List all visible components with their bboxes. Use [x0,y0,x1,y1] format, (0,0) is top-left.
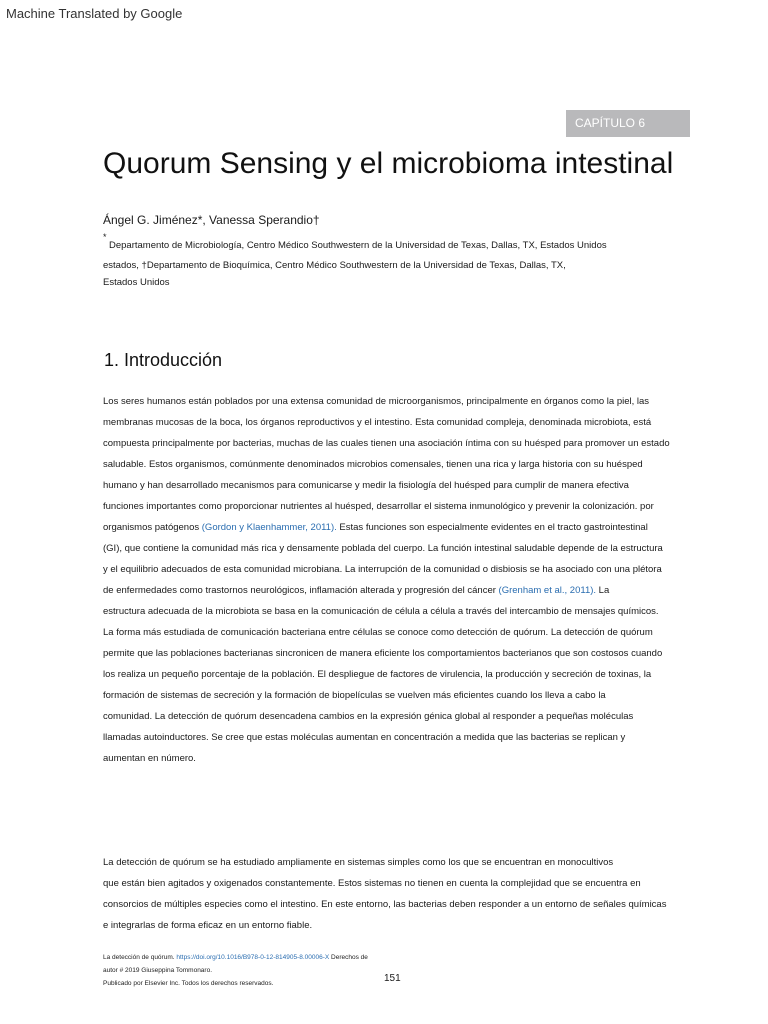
paragraph-introduction [103,395,703,773]
text-line: organismos patógenos (Gordon y Klaenhammer, 2011). Estas funciones son especialmente evidentes en el tracto gastrointestinal [103,522,648,533]
affiliation-line: Estados Unidos [103,277,170,288]
text-line: llamadas autoinductores. Se cree que estas moléculas aumentan en concentración a medida que las bacterias se replican y [103,732,626,743]
text-line: los realiza un pequeño porcentaje de la población. El despliegue de factores de virulencia, la producción y secreción de toxinas, la [103,669,652,680]
text-line: La forma más estudiada de comunicación bacteriana entre células se conoce como detección de quórum. La detección de quórum [103,627,653,638]
affiliation-line: Departamento de Microbiología, Centro Médico Southwestern de la Universidad de Texas, Dallas, TX, Estados Unidos [109,240,607,251]
text-line: e integrarlas de forma eficaz en un entorno fiable. [103,920,313,931]
page-number: 151 [384,973,401,984]
text-line: Los seres humanos están poblados por una extensa comunidad de microorganismos, principalmente en órganos como la piel, las [103,396,650,407]
section-heading: 1. Introducción [104,350,223,370]
text-line: compuesta principalmente por bacterias, muchas de las cuales tienen una asociación íntima con su huésped para promover un estado [103,438,670,449]
text-line: consorcios de múltiples especies como el intestino. En este entorno, las bacterias deben responder a un entorno de señales químicas [103,899,667,910]
text-line: humano y han desarrollado mecanismos para comunicarse y medir la fisiología del huésped para cumplir de manera efectiva [103,480,629,491]
text-line: aumentan en número. [103,753,196,764]
footer-line: La detección de quórum. https://doi.org/10.1016/B978-0-12-814905-8.00006-X Derechos de [103,954,368,961]
text-line: formación de sistemas de secreción y la formación de biopelículas se vuelven más eficientes cuando los lleva a cabo la [103,690,606,701]
authors: Ángel G. Jiménez*, Vanessa Sperandio† [103,213,320,227]
text-line: estructura adecuada de la microbiota se basa en la comunicación de célula a célula a través del intercambio de mensajes químicos. [103,606,659,617]
text-line: funciones importantes como proporcionar nutrientes al huésped, desarrollar el sistema inmunológico y prevenir la colonización. por [103,501,654,512]
text-line: saludable. Estos organismos, comúnmente denominados microbios comensales, tienen una rica y larga historia con su huésped [103,459,643,470]
text-line: La detección de quórum se ha estudiado ampliamente en sistemas simples como los que se encuentran en monocultivos [103,857,614,868]
doi-link[interactable]: https://doi.org/10.1016/B978-0-12-814905-8.00006-X [176,954,330,961]
footer-line: Publicado por Elsevier Inc. Todos los derechos reservados. [103,980,274,987]
footer-citation [103,951,368,990]
text-line: de enfermedades como trastornos neurológicos, inflamación alterada y progresión del cáncer (Grenham et al., 2011). La [103,585,610,596]
citation-link[interactable]: (Grenham et al., 2011). [498,585,597,596]
text-line: que están bien agitados y oxigenados constantemente. Estos sistemas no tienen en cuenta la complejidad que se encuentra en [103,878,641,889]
text-line: (GI), que contiene la comunidad más rica y densamente poblada del cuerpo. La función intestinal saludable depende de la estructura [103,543,663,554]
affiliation-marker: * [103,232,107,242]
text-line: comunidad. La detección de quórum desencadena cambios en la expresión génica global al responder a pequeñas moléculas [103,711,634,722]
chapter-badge: CAPÍTULO 6 [566,110,690,137]
page-title: Quorum Sensing y el microbioma intestinal [103,147,674,180]
text-line: membranas mucosas de la boca, los órganos reproductivos y el intestino. Esta comunidad compleja, denominada microbiota, está [103,417,652,428]
paragraph-quorum [103,856,703,940]
affiliation-line: estados, †Departamento de Bioquímica, Centro Médico Southwestern de la Universidad de Texas, Dallas, TX, [103,260,566,271]
text-line: permite que las poblaciones bacterianas sincronicen de manera eficiente los comportamientos bacterianos que son costosos cuando [103,648,663,659]
machine-translated-label: Machine Translated by Google [6,6,183,21]
footer-line: autor # 2019 Giuseppina Tommonaro. [103,967,213,974]
citation-link[interactable]: (Gordon y Klaenhammer, 2011). [201,522,337,533]
text-line: y el equilibrio adecuados de esta comunidad microbiana. La interrupción de la comunidad o disbiosis se ha asociado con una plétora [103,564,662,575]
